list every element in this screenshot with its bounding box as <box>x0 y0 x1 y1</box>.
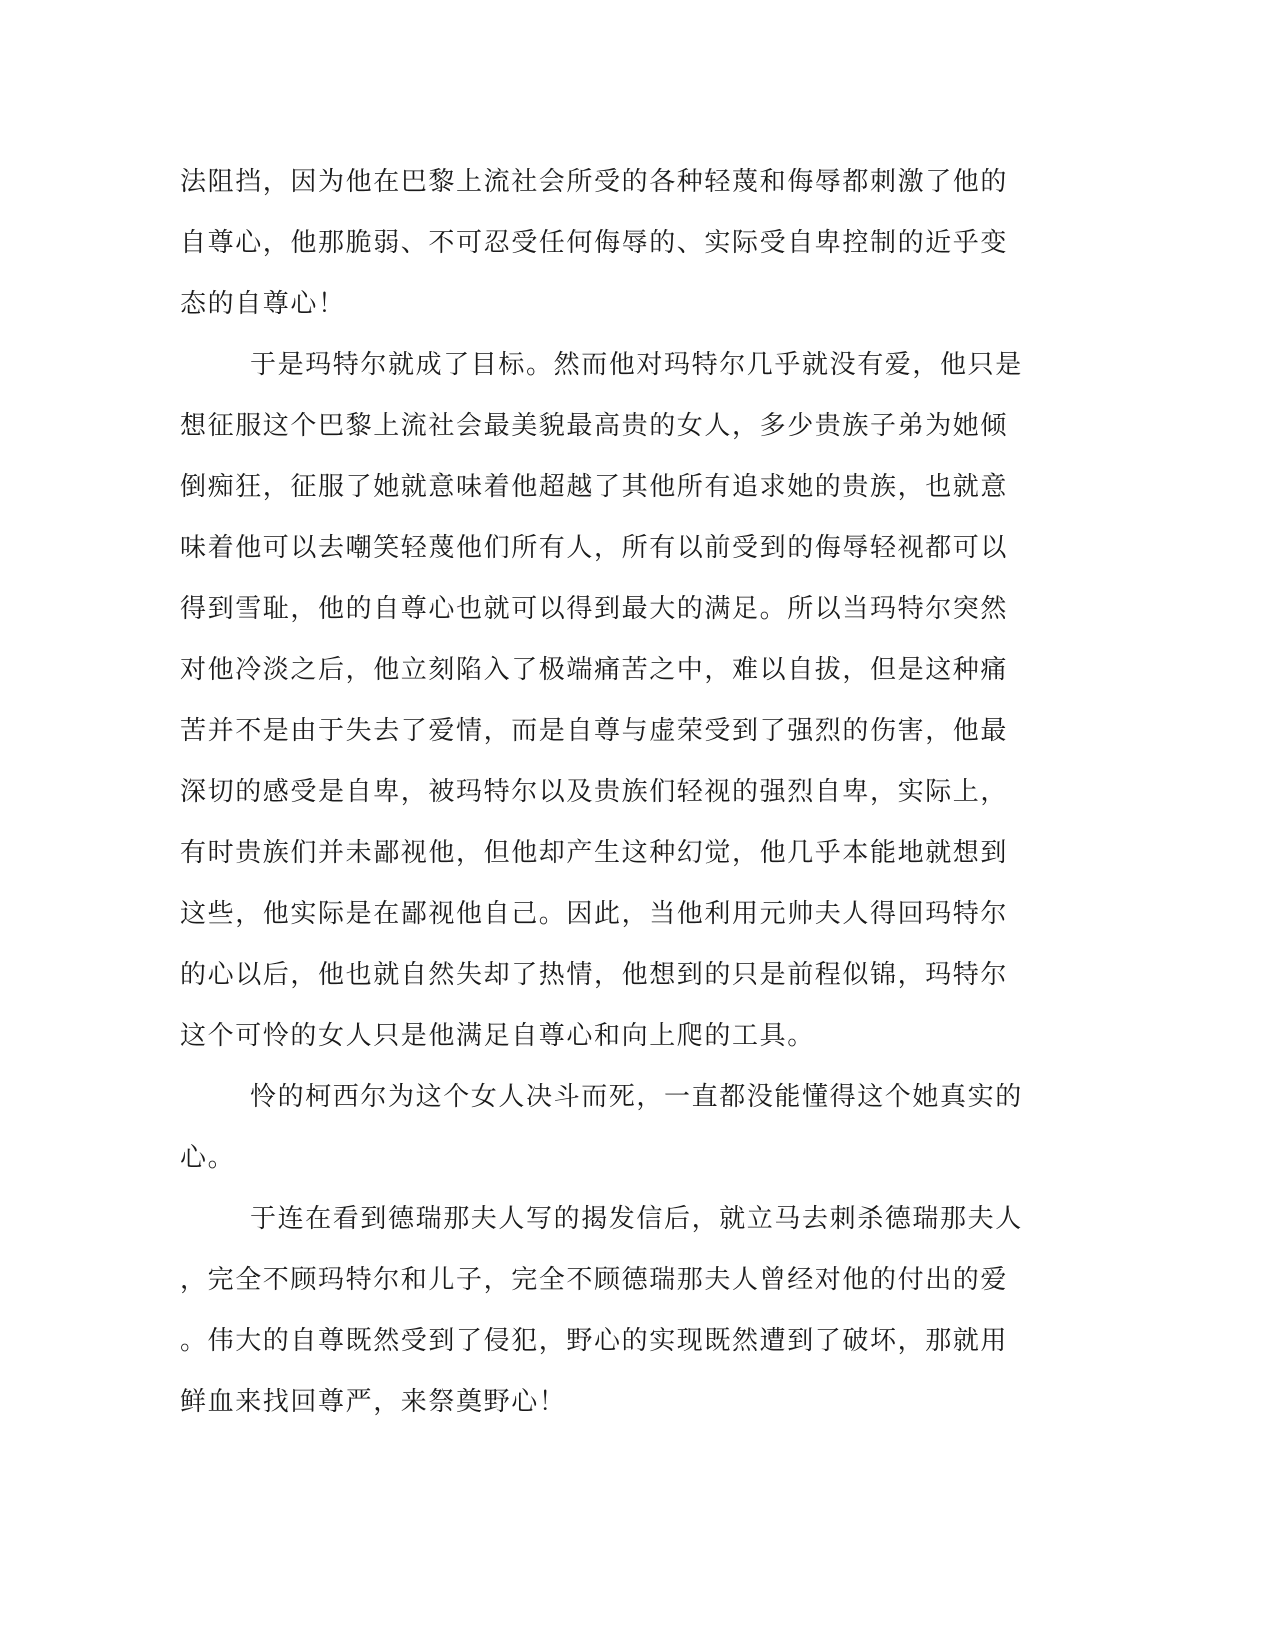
text-line: 苦并不是由于失去了爱情，而是自尊与虚荣受到了强烈的伤害，他最 <box>180 716 1009 746</box>
text-line: 倒痴狂，征服了她就意味着他超越了其他所有追求她的贵族，也就意 <box>180 472 1009 502</box>
body-text <box>180 152 1030 1433</box>
paragraph <box>180 1189 1030 1433</box>
text-line: 自尊心，他那脆弱、不可忍受任何侮辱的、实际受自卑控制的近乎变 <box>180 228 1009 258</box>
text-line: 的心以后，他也就自然失却了热情，他想到的只是前程似锦，玛特尔 <box>180 960 1009 990</box>
text-line: 有时贵族们并未鄙视他，但他却产生这种幻觉，他几乎本能地就想到 <box>180 838 1009 868</box>
text-line: 深切的感受是自卑，被玛特尔以及贵族们轻视的强烈自卑，实际上， <box>180 777 1009 807</box>
paragraph <box>180 1067 1030 1189</box>
text-line: 法阻挡，因为他在巴黎上流社会所受的各种轻蔑和侮辱都刺激了他的 <box>180 167 1009 197</box>
paragraph <box>180 152 1030 335</box>
text-line: ，完全不顾玛特尔和儿子，完全不顾德瑞那夫人曾经对他的付出的爱 <box>180 1265 1009 1295</box>
text-line: 。伟大的自尊既然受到了侵犯，野心的实现既然遭到了破坏，那就用 <box>180 1326 1009 1356</box>
text-line: 这个可怜的女人只是他满足自尊心和向上爬的工具。 <box>180 1021 815 1051</box>
paragraph <box>180 335 1030 1067</box>
text-line: 想征服这个巴黎上流社会最美貌最高贵的女人，多少贵族子弟为她倾 <box>180 411 1009 441</box>
text-line: 味着他可以去嘲笑轻蔑他们所有人，所有以前受到的侮辱轻视都可以 <box>180 533 1009 563</box>
text-line: 得到雪耻，他的自尊心也就可以得到最大的满足。所以当玛特尔突然 <box>180 594 1009 624</box>
text-line: 于是玛特尔就成了目标。然而他对玛特尔几乎就没有爱，他只是 <box>250 350 1023 380</box>
text-line: 于连在看到德瑞那夫人写的揭发信后，就立马去刺杀德瑞那夫人 <box>250 1204 1023 1234</box>
text-line: 怜的柯西尔为这个女人决斗而死，一直都没能懂得这个她真实的 <box>250 1082 1023 1112</box>
text-line: 这些，他实际是在鄙视他自己。因此，当他利用元帅夫人得回玛特尔 <box>180 899 1009 929</box>
text-line: 鲜血来找回尊严，来祭奠野心！ <box>180 1387 567 1417</box>
text-line: 心。 <box>180 1143 236 1173</box>
text-line: 对他冷淡之后，他立刻陷入了极端痛苦之中，难以自拔，但是这种痛 <box>180 655 1009 685</box>
text-line: 态的自尊心！ <box>180 289 346 319</box>
